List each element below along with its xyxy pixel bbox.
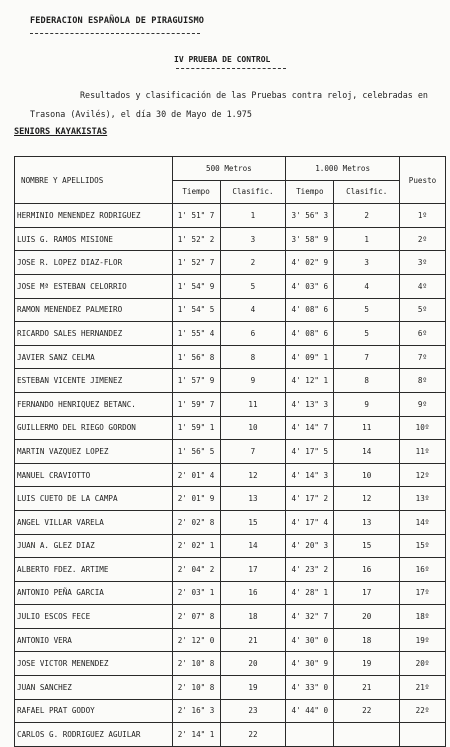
table-row <box>15 251 446 275</box>
clasif-500: 23 <box>220 699 286 723</box>
clasif-1000: 10 <box>334 463 400 487</box>
time-500: 1' 54" 5 <box>172 298 220 322</box>
athlete-name: RAFAEL PRAT GODOY <box>15 699 173 723</box>
header-puesto: Puesto <box>400 157 446 204</box>
table-row <box>15 369 446 393</box>
athlete-name: ANGEL VILLAR VARELA <box>15 510 173 534</box>
clasif-1000: 14 <box>334 440 400 464</box>
final-position: 9º <box>400 392 446 416</box>
time-1000: 4' 30" 9 <box>286 652 334 676</box>
athlete-name: JUAN SANCHEZ <box>15 676 173 700</box>
table-row <box>15 227 446 251</box>
athlete-name: LUIS G. RAMOS MISIONE <box>15 227 173 251</box>
table-row <box>15 440 446 464</box>
category-heading: SENIORS KAYAKISTAS <box>14 127 108 137</box>
table-row <box>15 652 446 676</box>
header-clasif-1000: Clasific. <box>334 180 400 204</box>
clasif-500: 15 <box>220 510 286 534</box>
table-row <box>15 322 446 346</box>
header-1000m: 1.000 Metros <box>286 157 400 181</box>
time-500: 2' 02" 8 <box>172 510 220 534</box>
time-1000: 4' 12" 1 <box>286 369 334 393</box>
final-position: 3º <box>400 251 446 275</box>
header-time-1000: Tiempo <box>286 180 334 204</box>
time-500: 1' 59" 1 <box>172 416 220 440</box>
clasif-1000: 1 <box>334 227 400 251</box>
clasif-1000: 15 <box>334 534 400 558</box>
clasif-500: 3 <box>220 227 286 251</box>
final-position: 17º <box>400 581 446 605</box>
time-1000: 4' 13" 3 <box>286 392 334 416</box>
clasif-1000: 12 <box>334 487 400 511</box>
time-500: 2' 03" 1 <box>172 581 220 605</box>
clasif-1000: 16 <box>334 558 400 582</box>
final-position: 13º <box>400 487 446 511</box>
time-1000: 4' 17" 2 <box>286 487 334 511</box>
athlete-name: JOSE R. LOPEZ DIAZ-FLOR <box>15 251 173 275</box>
time-1000: 4' 14" 3 <box>286 463 334 487</box>
clasif-500: 5 <box>220 274 286 298</box>
athlete-name: JOSE Mª ESTEBAN CELORRIO <box>15 274 173 298</box>
header-500m: 500 Metros <box>172 157 286 181</box>
athlete-name: ESTEBAN VICENTE JIMENEZ <box>15 369 173 393</box>
final-position: 20º <box>400 652 446 676</box>
results-table <box>14 156 446 747</box>
table-row <box>15 345 446 369</box>
time-500: 1' 51" 7 <box>172 204 220 228</box>
clasif-1000 <box>334 723 400 747</box>
time-500: 1' 52" 2 <box>172 227 220 251</box>
time-1000: 4' 02" 9 <box>286 251 334 275</box>
athlete-name: FERNANDO HENRIQUEZ BETANC. <box>15 392 173 416</box>
time-500: 2' 01" 4 <box>172 463 220 487</box>
clasif-1000: 11 <box>334 416 400 440</box>
athlete-name: ANTONIO VERA <box>15 628 173 652</box>
time-500: 1' 59" 7 <box>172 392 220 416</box>
time-1000: 4' 09" 1 <box>286 345 334 369</box>
table-row <box>15 534 446 558</box>
clasif-500: 12 <box>220 463 286 487</box>
clasif-500: 16 <box>220 581 286 605</box>
final-position: 7º <box>400 345 446 369</box>
athlete-name: JOSE VICTOR MENENDEZ <box>15 652 173 676</box>
final-position: 21º <box>400 676 446 700</box>
time-1000: 4' 08" 6 <box>286 298 334 322</box>
final-position: 1º <box>400 204 446 228</box>
final-position: 5º <box>400 298 446 322</box>
clasif-1000: 21 <box>334 676 400 700</box>
time-500: 2' 12" 0 <box>172 628 220 652</box>
final-position: 16º <box>400 558 446 582</box>
table-row <box>15 487 446 511</box>
clasif-1000: 3 <box>334 251 400 275</box>
athlete-name: LUIS CUETO DE LA CAMPA <box>15 487 173 511</box>
time-500: 1' 56" 5 <box>172 440 220 464</box>
clasif-500: 21 <box>220 628 286 652</box>
clasif-500: 17 <box>220 558 286 582</box>
clasif-500: 9 <box>220 369 286 393</box>
time-500: 1' 55" 4 <box>172 322 220 346</box>
time-500: 2' 04" 2 <box>172 558 220 582</box>
table-row <box>15 581 446 605</box>
table-row <box>15 558 446 582</box>
time-500: 2' 10" 8 <box>172 652 220 676</box>
clasif-1000: 2 <box>334 204 400 228</box>
document-subtitle: IV PRUEBA DE CONTROL <box>174 55 271 64</box>
clasif-1000: 5 <box>334 298 400 322</box>
final-position: 15º <box>400 534 446 558</box>
final-position: 19º <box>400 628 446 652</box>
athlete-name: MANUEL CRAVIOTTO <box>15 463 173 487</box>
clasif-500: 14 <box>220 534 286 558</box>
time-1000: 3' 56" 3 <box>286 204 334 228</box>
time-1000: 4' 44" 0 <box>286 699 334 723</box>
athlete-name: JULIO ESCOS FECE <box>15 605 173 629</box>
time-500: 1' 52" 7 <box>172 251 220 275</box>
clasif-1000: 5 <box>334 322 400 346</box>
athlete-name: RICARDO SALES HERNANDEZ <box>15 322 173 346</box>
final-position: 11º <box>400 440 446 464</box>
table-row <box>15 723 446 747</box>
clasif-500: 11 <box>220 392 286 416</box>
clasif-1000: 18 <box>334 628 400 652</box>
time-500: 2' 16" 3 <box>172 699 220 723</box>
final-position <box>400 723 446 747</box>
table-row <box>15 274 446 298</box>
header-clasif-500: Clasific. <box>220 180 286 204</box>
final-position: 2º <box>400 227 446 251</box>
final-position: 10º <box>400 416 446 440</box>
athlete-name: MARTIN VAZQUEZ LOPEZ <box>15 440 173 464</box>
athlete-name: JUAN A. GLEZ DIAZ <box>15 534 173 558</box>
time-500: 2' 01" 9 <box>172 487 220 511</box>
time-1000: 4' 20" 3 <box>286 534 334 558</box>
final-position: 4º <box>400 274 446 298</box>
time-1000: 4' 28" 1 <box>286 581 334 605</box>
time-1000: 4' 03" 6 <box>286 274 334 298</box>
time-500: 1' 54" 9 <box>172 274 220 298</box>
time-1000: 4' 32" 7 <box>286 605 334 629</box>
header-name: NOMBRE Y APELLIDOS <box>15 157 173 204</box>
federation-title: FEDERACION ESPAÑOLA DE PIRAGUISMO <box>30 16 205 26</box>
athlete-name: RAMON MENENDEZ PALMEIRO <box>15 298 173 322</box>
athlete-name: HERMINIO MENENDEZ RODRIGUEZ <box>15 204 173 228</box>
time-1000: 4' 08" 6 <box>286 322 334 346</box>
time-500: 1' 57" 9 <box>172 369 220 393</box>
clasif-1000: 9 <box>334 392 400 416</box>
header-time-500: Tiempo <box>172 180 220 204</box>
table-row <box>15 699 446 723</box>
subtitle-underline <box>176 68 286 69</box>
athlete-name: JAVIER SANZ CELMA <box>15 345 173 369</box>
clasif-500: 13 <box>220 487 286 511</box>
athlete-name: ALBERTO FDEZ. ARTIME <box>15 558 173 582</box>
clasif-500: 1 <box>220 204 286 228</box>
clasif-500: 19 <box>220 676 286 700</box>
athlete-name: ANTONIO PEÑA GARCIA <box>15 581 173 605</box>
table-row <box>15 463 446 487</box>
clasif-1000: 19 <box>334 652 400 676</box>
clasif-500: 7 <box>220 440 286 464</box>
clasif-500: 4 <box>220 298 286 322</box>
time-500: 2' 02" 1 <box>172 534 220 558</box>
clasif-500: 10 <box>220 416 286 440</box>
table-header-row-1 <box>15 157 446 181</box>
final-position: 22º <box>400 699 446 723</box>
final-position: 12º <box>400 463 446 487</box>
table-row <box>15 510 446 534</box>
table-row <box>15 628 446 652</box>
table-row <box>15 676 446 700</box>
time-1000: 4' 17" 5 <box>286 440 334 464</box>
clasif-500: 2 <box>220 251 286 275</box>
final-position: 18º <box>400 605 446 629</box>
time-1000: 4' 14" 7 <box>286 416 334 440</box>
athlete-name: GUILLERMO DEL RIEGO GORDON <box>15 416 173 440</box>
table-row <box>15 605 446 629</box>
time-1000: 4' 33" 0 <box>286 676 334 700</box>
clasif-1000: 13 <box>334 510 400 534</box>
clasif-500: 20 <box>220 652 286 676</box>
table-row <box>15 298 446 322</box>
time-1000: 4' 30" 0 <box>286 628 334 652</box>
clasif-500: 18 <box>220 605 286 629</box>
time-1000: 4' 17" 4 <box>286 510 334 534</box>
time-1000 <box>286 723 334 747</box>
time-500: 2' 07" 8 <box>172 605 220 629</box>
time-500: 1' 56" 8 <box>172 345 220 369</box>
time-1000: 3' 58" 9 <box>286 227 334 251</box>
clasif-1000: 7 <box>334 345 400 369</box>
clasif-500: 8 <box>220 345 286 369</box>
clasif-1000: 17 <box>334 581 400 605</box>
clasif-1000: 20 <box>334 605 400 629</box>
time-500: 2' 14" 1 <box>172 723 220 747</box>
intro-paragraph: Resultados y clasificación de las Pruebas contra reloj, celebradas en Trasona (Avilés), el día 30 de Mayo de 1.975 <box>30 90 428 119</box>
clasif-1000: 4 <box>334 274 400 298</box>
final-position: 6º <box>400 322 446 346</box>
athlete-name: CARLOS G. RODRIGUEZ AGUILAR <box>15 723 173 747</box>
final-position: 14º <box>400 510 446 534</box>
final-position: 8º <box>400 369 446 393</box>
table-row <box>15 204 446 228</box>
title-underline <box>30 33 200 34</box>
clasif-500: 22 <box>220 723 286 747</box>
time-500: 2' 10" 8 <box>172 676 220 700</box>
table-row <box>15 392 446 416</box>
clasif-1000: 8 <box>334 369 400 393</box>
clasif-1000: 22 <box>334 699 400 723</box>
clasif-500: 6 <box>220 322 286 346</box>
table-row <box>15 416 446 440</box>
time-1000: 4' 23" 2 <box>286 558 334 582</box>
